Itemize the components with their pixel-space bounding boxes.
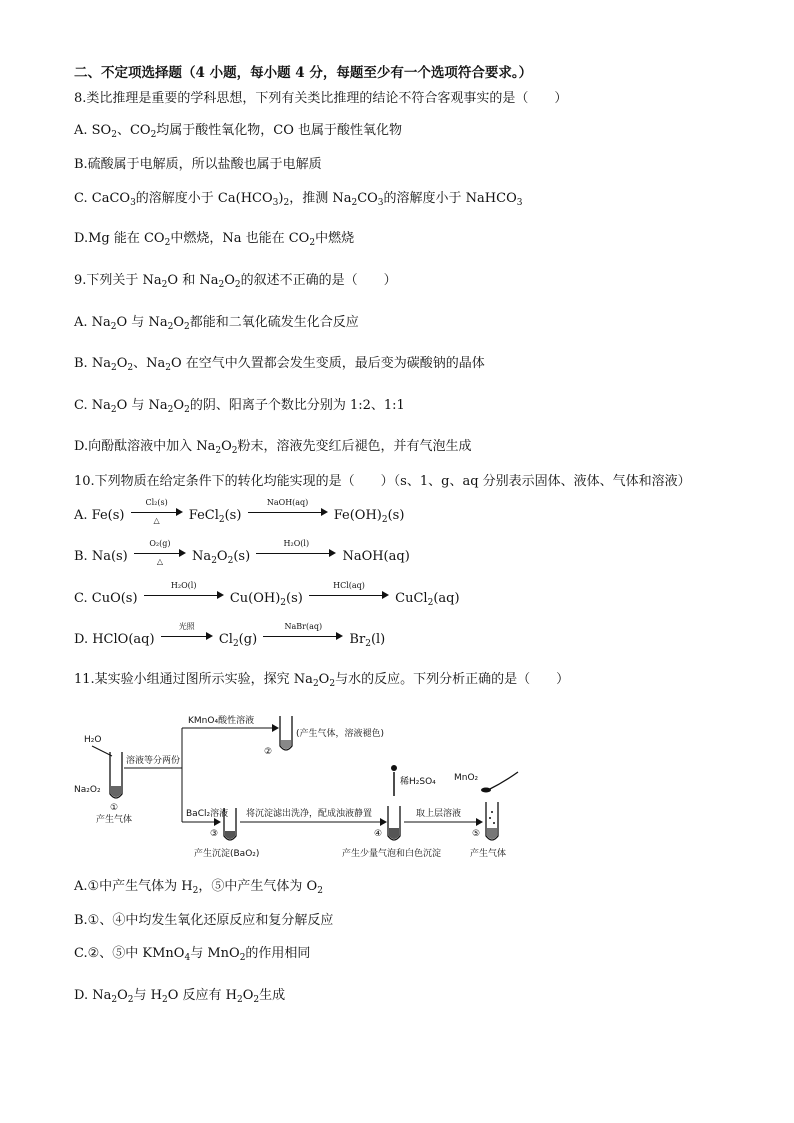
q8-option-a: A. $SO_2$、$CO_2$均属于酸性氧化物，CO 也属于酸性氧化物 bbox=[74, 123, 403, 140]
label-kmno4: KMnO₄酸性溶液 bbox=[188, 716, 255, 726]
q8-stem: 8.类比推理是重要的学科思想，下列有关类比推理的结论不符合客观事实的是（ ） bbox=[74, 91, 568, 106]
test-tube-5 bbox=[486, 802, 498, 840]
q9-option-d: D.向酚酞溶液中加入 $Na_2O_2$粉末，溶液先变红后褪色，并有气泡生成 bbox=[74, 439, 472, 456]
q9-stem: 9.下列关于 $Na_2O$ 和 $Na_2O_2$的叙述不正确的是（ ） bbox=[74, 273, 397, 290]
tube-2-number: ② bbox=[264, 747, 273, 757]
q8-option-c: C. CaCO$_3$的溶解度小于 $Ca(HCO_3)_2$，推测 $Na_2CO_3$的溶解度小于 NaHCO$_3$ bbox=[74, 191, 523, 208]
q11-option-d: D. $Na_2O_2$与 $H_2O$ 反应有 $H_2O_2$生成 bbox=[74, 988, 286, 1005]
tube-3-label: 产生沉淀(BaO₂) bbox=[194, 849, 260, 859]
tube-4-label: 产生少量气泡和白色沉淀 bbox=[342, 849, 442, 859]
reaction-arrow: Cl₂(s) △ bbox=[131, 506, 183, 520]
tube-4-number: ④ bbox=[374, 829, 383, 839]
q10-option-a: A. Fe(s) Cl₂(s) △ FeCl$_2$(s) NaOH(aq) $Fe(OH)_2(s)$ bbox=[74, 498, 405, 525]
q10-option-d: D. HClO(aq) 光照 $Cl_2(g)$ NaBr(aq) $Br_2(l)$ bbox=[74, 622, 386, 649]
reaction-arrow: NaBr(aq) bbox=[263, 630, 343, 644]
reaction-arrow: O₂(g) △ bbox=[134, 547, 186, 561]
test-tube-4 bbox=[388, 806, 400, 840]
tube-5-label: 产生气体 bbox=[470, 849, 507, 859]
reaction-arrow: H₂O(l) bbox=[144, 589, 224, 603]
q9-option-a: A. $Na_2O$ 与 $Na_2O_2$都能和二氧化硫发生化合反应 bbox=[74, 315, 359, 332]
q10-stem: 10.下列物质在给定条件下的转化均能实现的是（ ）（s、1、g、aq 分别表示固体、液体、气体和溶液） bbox=[74, 474, 691, 489]
label-h2so4: 稀H₂SO₄ bbox=[400, 777, 436, 787]
label-take: 取上层溶液 bbox=[416, 809, 462, 819]
label-split: 溶液等分两份 bbox=[126, 756, 181, 766]
q10-option-b: B. Na(s) O₂(g) △ $Na_2O_2(s)$ H₂O(l) NaOH(aq) bbox=[74, 539, 410, 566]
q11-option-c: C.②、⑤中 KMnO$_4$与 MnO$_2$的作用相同 bbox=[74, 946, 311, 963]
reaction-arrow: H₂O(l) bbox=[256, 547, 336, 561]
tube-5-number: ⑤ bbox=[472, 829, 481, 839]
q9-option-c: C. $Na_2O$ 与 $Na_2O_2$的阴、阳离子个数比分别为 1:2、1:1 bbox=[74, 398, 405, 415]
label-mno2: MnO₂ bbox=[454, 773, 479, 783]
tube-1-label: 产生气体 bbox=[96, 815, 133, 825]
section-title: 二、不定项选择题（4 小题，每小题 4 分，每题至少有一个选项符合要求。） bbox=[74, 65, 533, 81]
label-na2o2: Na₂O₂ bbox=[74, 785, 101, 795]
reaction-arrow: NaOH(aq) bbox=[248, 506, 328, 520]
tube-2-label: (产生气体，溶液褪色) bbox=[296, 729, 385, 739]
q9-option-b: B. $Na_2O_2$、$Na_2O$ 在空气中久置都会发生变质，最后变为碳酸钠的晶体 bbox=[74, 356, 485, 373]
label-wash: 将沉淀滤出洗净，配成浊液静置 bbox=[246, 809, 373, 819]
q11-stem: 11.某实验小组通过图所示实验，探究 $Na_2O_2$与水的反应。下列分析正确的是（ ） bbox=[74, 672, 570, 689]
experiment-diagram bbox=[74, 710, 524, 860]
q11-option-a: A.①中产生气体为 $H_2$，⑤中产生气体为 $O_2$ bbox=[74, 879, 323, 896]
q8-option-b: B.硫酸属于电解质，所以盐酸也属于电解质 bbox=[74, 157, 322, 172]
reaction-arrow: HCl(aq) bbox=[309, 589, 389, 603]
tube-1-number: ① bbox=[110, 803, 119, 813]
test-tube-1 bbox=[110, 752, 122, 798]
q11-option-b: B.①、④中均发生氧化还原反应和复分解反应 bbox=[74, 913, 334, 928]
tube-3-number: ③ bbox=[210, 829, 219, 839]
q10-option-c: C. CuO(s) H₂O(l) $Cu(OH)_2(s)$ HCl(aq) CuCl$_2$(aq) bbox=[74, 581, 460, 608]
test-tube-2 bbox=[280, 716, 292, 750]
q8-option-d: D.Mg 能在 $CO_2$中燃烧，Na 也能在 $CO_2$中燃烧 bbox=[74, 231, 355, 248]
label-h2o: H₂O bbox=[84, 735, 102, 745]
reaction-arrow: 光照 bbox=[161, 630, 213, 644]
label-bacl2: BaCl₂溶液 bbox=[186, 809, 229, 819]
